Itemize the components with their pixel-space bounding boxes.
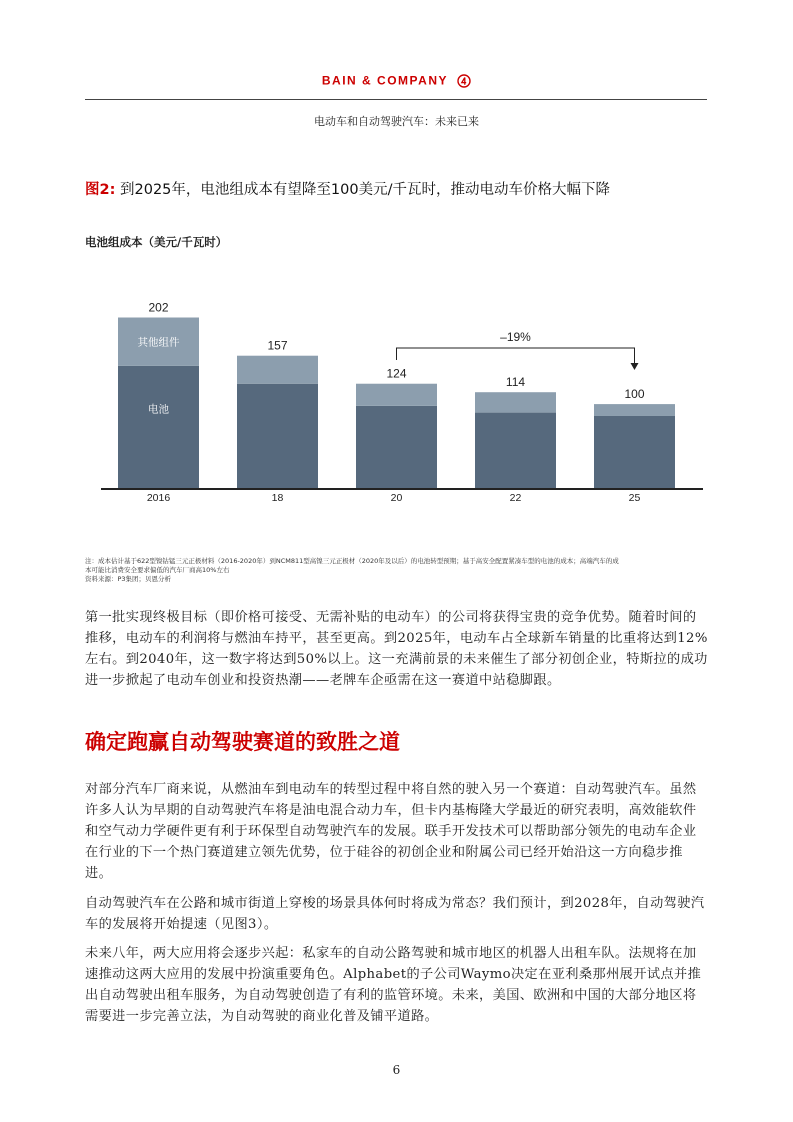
x-tick-label-2016: 2016 [146,492,171,504]
report-subtitle: 电动车和自动驾驶汽车：未来已来 [314,115,479,128]
bain-logo-icon [457,74,471,88]
total-label-25: 100 [624,387,645,402]
bar-battery-2016 [118,366,199,489]
series-label-other: 其他组件 [137,336,180,349]
x-tick-label-18: 18 [271,492,284,504]
total-label-18: 157 [267,338,288,353]
total-label-20: 124 [386,366,407,381]
bar-other-25 [594,404,675,416]
bar-other-18 [237,356,318,384]
bar-other-20 [356,384,437,406]
brand-header [0,70,793,89]
bar-battery-18 [237,384,318,489]
annotation-bracket [397,348,635,368]
total-label-22: 114 [505,375,526,390]
chart-title: 电池组成本（美元/千瓦时） [85,235,228,249]
chart-notes [85,557,710,584]
section-heading: 确定跑赢自动驾驶赛道的致胜之道 [85,730,400,754]
brand-name: BAIN & COMPANY [321,73,449,88]
figure-title [85,178,610,199]
note-line-1: 注：成本估计基于622型镍钴锰三元正极材料（2016-2020年）到NCM811型高镍三元正极材（2020年及以后）的电池转型预期；基于高安全配置紧凑车型的电池的成本；高端汽车的成 [85,557,619,565]
annotation-label: –19% [500,330,531,344]
page-number: 6 [392,1063,401,1077]
x-tick-label-22: 22 [509,492,522,504]
x-tick-label-25: 25 [628,492,641,504]
battery-cost-chart [85,290,710,515]
figure-title-text: 到2025年，电池组成本有望降至100美元/千瓦时，推动电动车价格大幅下降 [115,182,610,198]
paragraph-3: 自动驾驶汽车在公路和城市街道上穿梭的场景具体何时将成为常态？我们预计，到2028年，自动驾驶汽车的发展将开始提速（见图3）。 [85,896,705,932]
annotation-arrowhead [631,363,639,370]
header-rule [85,99,707,100]
figure-label: 图2: [85,182,116,198]
note-line-2: 本可能比消费安全要求偏低的汽车厂商高10%左右 [85,566,230,574]
bar-other-22 [475,392,556,412]
series-label-battery: 电池 [148,403,169,416]
x-tick-label-20: 20 [390,492,403,504]
note-source: 资料来源：P3集团；贝恩分析 [85,575,172,583]
paragraph-1: 第一批实现终极目标（即价格可接受、无需补贴的电动车）的公司将获得宝贵的竞争优势。随着时间的推移，电动车的利润将与燃油车持平，甚至更高。到2025年，电动车占全球新车销量的比重将达到12%左右。到2040年，这一数字将达到50%以上。这一充满前景的未来催生了部分初创企业，特斯拉的成功进一步掀起了电动车创业和投资热潮——老牌车企亟需在这一赛道中站稳脚跟。 [85,610,708,688]
bar-battery-20 [356,406,437,489]
paragraph-4: 未来八年，两大应用将会逐步兴起：私家车的自动公路驾驶和城市地区的机器人出租车队。法规将在加速推动这两大应用的发展中扮演重要角色。Alphabet的子公司Waymo决定在亚利桑那州展开试点并推出自动驾驶出租车服务，为自动驾驶创造了有利的监管环境。未来，美国、欧洲和中国的大部分地区将需要进一步完善立法，为自动驾驶的商业化普及铺平道路。 [85,946,702,1024]
total-label-2016: 202 [148,300,169,315]
bar-battery-22 [475,413,556,489]
bar-battery-25 [594,416,675,489]
paragraph-2: 对部分汽车厂商来说，从燃油车到电动车的转型过程中将自然的驶入另一个赛道：自动驾驶汽车。虽然许多人认为早期的自动驾驶汽车将是油电混合动力车，但卡内基梅隆大学最近的研究表明，高效能软件和空气动力学硬件更有利于环保型自动驾驶汽车的发展。联手开发技术可以帮助部分领先的电动车企业在行业的下一个热门赛道建立领先优势，位于硅谷的初创企业和附属公司已经开始沿这一方向稳步推进。 [85,782,697,881]
